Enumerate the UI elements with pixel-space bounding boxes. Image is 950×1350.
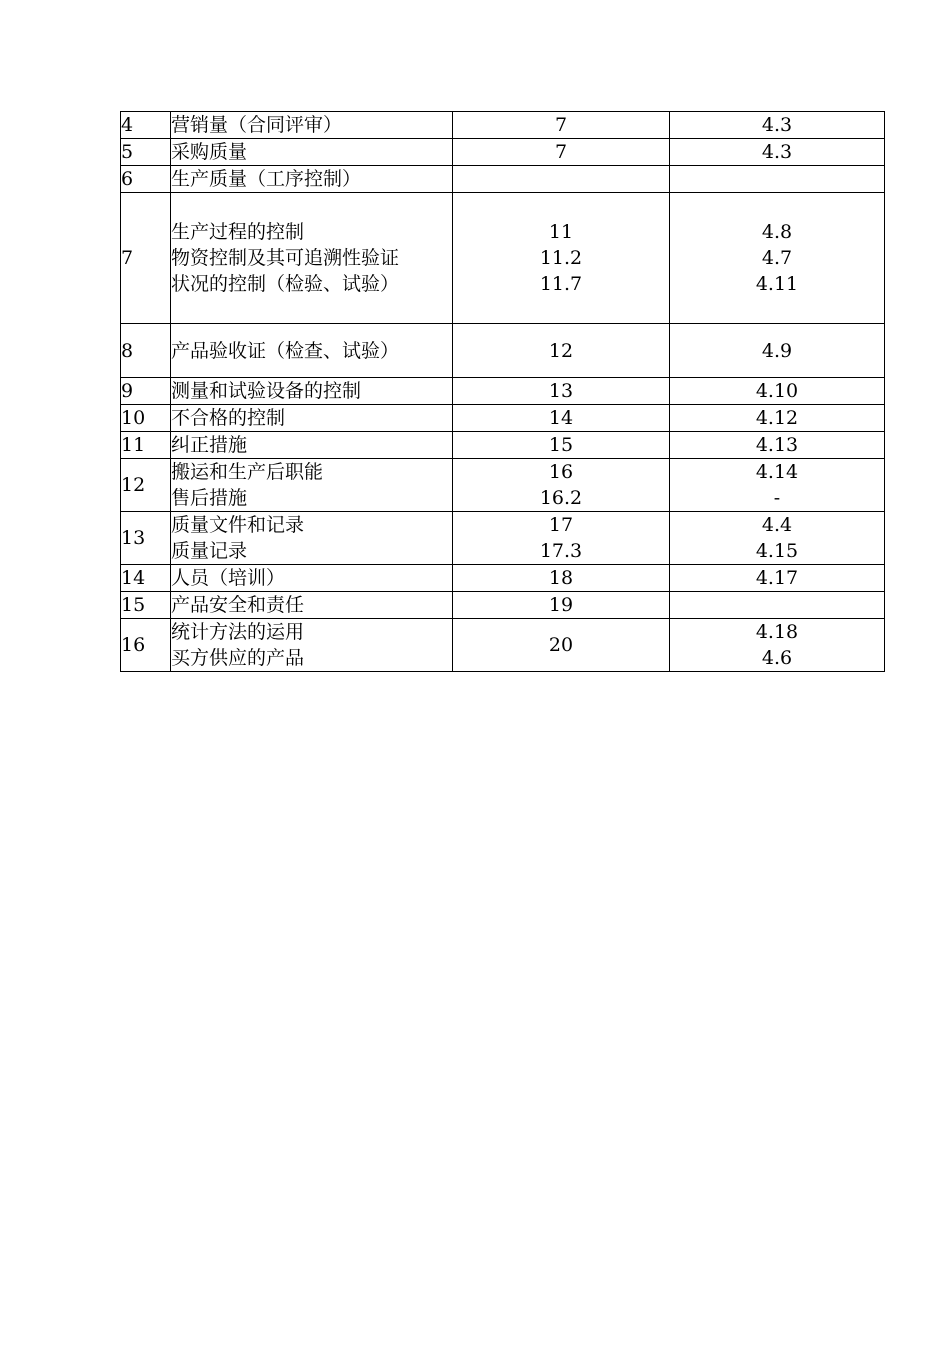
row-number: 7 [121,193,171,324]
clause-a-value: 12 [548,339,574,362]
row-item [171,592,453,619]
clause-a-value: 17.3 [539,540,583,562]
clause-b-value: 4.13 [755,434,799,456]
item-line: 买方供应的产品 [171,647,305,669]
clause-col-a [453,432,670,459]
clause-col-b [670,405,885,432]
row-item [171,139,453,166]
clause-col-b [670,565,885,592]
clause-b-value: - [773,487,781,509]
quality-clause-table [120,111,885,672]
clause-b-value: 4.14 [755,461,799,483]
row-number: 8 [121,324,171,378]
item-line: 统计方法的运用 [171,621,305,643]
item-line: 搬运和生产后职能 [171,461,324,483]
item-line: 人员（培训） [171,567,286,589]
clause-a-value: 7 [554,114,568,136]
row-number: 11 [121,432,171,459]
clause-col-b [670,432,885,459]
item-line: 生产过程的控制 [171,221,305,243]
item-line: 产品验收证（检查、试验） [171,339,400,362]
row-item [171,166,453,193]
row-number: 9 [121,378,171,405]
clause-col-a [453,166,670,193]
item-line: 产品安全和责任 [171,594,305,616]
clause-col-b [670,166,885,193]
row-number: 12 [121,459,171,512]
table-row [121,592,885,619]
item-line: 生产质量（工序控制） [171,168,362,190]
item-line: 采购质量 [171,141,248,163]
clause-col-a [453,193,670,324]
clause-col-b [670,619,885,672]
table-row [121,112,885,139]
clause-a-value: 14 [548,407,574,429]
table-row [121,139,885,166]
clause-col-b [670,139,885,166]
clause-b-value: 4.8 [761,221,793,243]
clause-a-value: 16.2 [539,487,583,509]
clause-b-value: 4.10 [755,380,799,402]
clause-a-value: 11 [548,221,574,243]
row-number: 6 [121,166,171,193]
clause-col-b [670,378,885,405]
row-item [171,459,453,512]
clause-a-value: 13 [548,380,574,402]
clause-b-value: 4.4 [761,514,793,536]
clause-col-a [453,619,670,672]
clause-a-value: 17 [548,514,574,536]
item-line: 售后措施 [171,487,248,509]
clause-b-value: 4.11 [755,273,799,295]
clause-col-b [670,459,885,512]
row-item [171,565,453,592]
item-line: 营销量（合同评审） [171,114,343,136]
clause-col-b [670,592,885,619]
clause-col-a [453,139,670,166]
clause-b-value: 4.3 [761,114,793,136]
row-number: 10 [121,405,171,432]
row-number: 16 [121,619,171,672]
item-line: 不合格的控制 [171,407,286,429]
row-number: 15 [121,592,171,619]
clause-col-a [453,378,670,405]
table-row [121,193,885,324]
clause-col-a [453,324,670,378]
row-number: 14 [121,565,171,592]
table-row [121,166,885,193]
clause-a-value: 15 [548,434,574,456]
row-number: 13 [121,512,171,565]
row-item [171,405,453,432]
row-number: 4 [121,112,171,139]
table-row [121,432,885,459]
item-line: 状况的控制（检验、试验） [171,273,400,295]
clause-col-a [453,565,670,592]
row-number: 5 [121,139,171,166]
clause-col-b [670,193,885,324]
clause-b-value: 4.17 [755,567,799,589]
row-item [171,619,453,672]
clause-a-value: 11.7 [539,273,583,295]
table-row [121,565,885,592]
row-item [171,193,453,324]
clause-b-value: 4.6 [761,647,793,669]
clause-col-b [670,512,885,565]
clause-col-a [453,512,670,565]
clause-a-value: 19 [548,594,574,616]
clause-a-value: 18 [548,567,574,589]
table-row [121,378,885,405]
clause-a-value: 16 [548,461,574,483]
item-line: 纠正措施 [171,434,248,456]
item-line: 质量文件和记录 [171,514,305,536]
clause-b-value: 4.9 [761,339,793,362]
clause-col-b [670,112,885,139]
item-line: 物资控制及其可追溯性验证 [171,247,400,269]
clause-b-value: 4.7 [761,247,793,269]
row-item [171,378,453,405]
table-row [121,619,885,672]
row-item [171,324,453,378]
clause-b-value: 4.15 [755,540,799,562]
clause-b-value: 4.18 [755,621,799,643]
table-row [121,405,885,432]
clause-a-value: 11.2 [539,247,583,269]
row-item [171,112,453,139]
table-row [121,512,885,565]
item-line: 质量记录 [171,540,248,562]
clause-b-value: 4.12 [755,407,799,429]
clause-a-value: 20 [548,634,574,656]
clause-col-a [453,112,670,139]
row-item [171,432,453,459]
clause-b-value: 4.3 [761,141,793,163]
table-row [121,324,885,378]
row-item [171,512,453,565]
clause-col-b [670,324,885,378]
clause-col-a [453,459,670,512]
item-line: 测量和试验设备的控制 [171,380,362,402]
clause-col-a [453,405,670,432]
clause-col-a [453,592,670,619]
clause-a-value: 7 [554,141,568,163]
table-row [121,459,885,512]
